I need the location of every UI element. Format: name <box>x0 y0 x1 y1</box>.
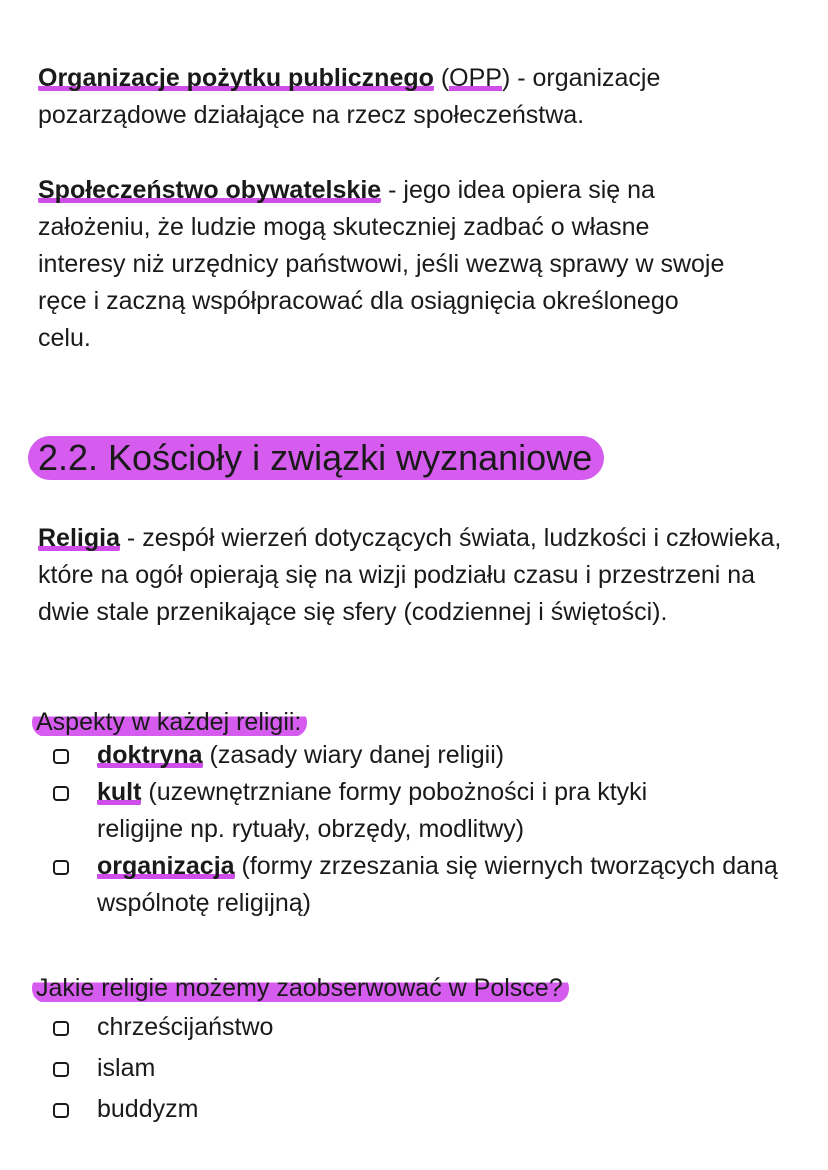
bullet-square-icon <box>53 1021 69 1036</box>
list-item: buddyzm <box>38 1089 798 1130</box>
aspect-term: doktryna <box>97 741 203 769</box>
bullet-square-icon <box>53 786 69 801</box>
civil-society-definition-text: - jego idea opiera się na założeniu, że ludzie mogą skuteczniej zadbać o własne interesy niż urzędnicy państwowi, jeśli wezwą sprawy w swoje ręce i zaczną współpracować dla osiągnięcia określonego celu. <box>38 176 725 352</box>
aspect-term: organizacja <box>97 852 235 880</box>
aspects-title: Aspekty w każdej religii: <box>32 708 307 737</box>
religion-definition <box>38 520 798 631</box>
poland-religions-section <box>38 974 798 1130</box>
bullet-square-icon <box>53 1062 69 1077</box>
bullet-square-icon <box>53 860 69 875</box>
aspects-section <box>38 708 798 922</box>
opp-abbreviation: OPP <box>449 64 502 92</box>
list-item: organizacja (formy zrzeszania się wiernych tworzących daną wspólnotę religijną) <box>38 848 798 922</box>
aspects-list <box>38 737 798 922</box>
opp-definition-text: ) - organizacje pozarządowe działające na rzecz społeczeństwa. <box>38 64 661 129</box>
opp-term: Organizacje pożytku publicznego <box>38 64 434 92</box>
aspect-term: kult <box>97 778 142 806</box>
religion-term: Religia <box>38 524 120 552</box>
list-item: chrześcijaństwo <box>38 1007 798 1048</box>
civil-society-term: Społeczeństwo obywatelskie <box>38 176 382 204</box>
civil-society-definition <box>38 172 738 357</box>
list-item: kult (uzewnętrzniane formy pobożności i pra ktyki religijne np. rytuały, obrzędy, modlitwy) <box>38 774 798 848</box>
section-heading: 2.2. Kościoły i związki wyznaniowe <box>28 436 604 480</box>
opp-definition: Organizacje pożytku publicznego (OPP) - organizacje pozarządowe działające na rzecz społeczeństwa. <box>38 64 661 129</box>
bullet-square-icon <box>53 749 69 764</box>
poland-religions-list <box>38 1007 798 1130</box>
list-item: doktryna (zasady wiary danej religii) <box>38 737 798 774</box>
bullet-square-icon <box>53 1103 69 1118</box>
list-item: islam <box>38 1048 798 1089</box>
poland-religions-title: Jakie religie możemy zaobserwować w Polsce? <box>32 974 569 1003</box>
religion-definition-text: - zespół wierzeń dotyczących świata, ludzkości i człowieka, które na ogół opierają się na wizji podziału czasu i przestrzeni na dwie stale przenikające się sfery (codziennej i świętości). <box>38 524 782 626</box>
